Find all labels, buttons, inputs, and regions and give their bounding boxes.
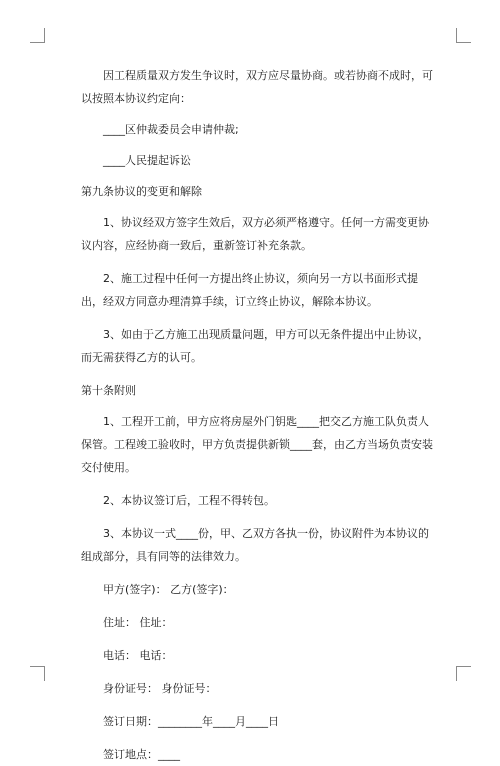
id-number-line: 身份证号： 身份证号：	[103, 682, 217, 695]
crop-mark-bottom-left	[30, 666, 45, 681]
crop-mark-bottom-right	[456, 666, 471, 681]
signature-line: 甲方(签字)： 乙方(签字)：	[103, 583, 234, 596]
clause-9-3: 3、如由于乙方施工出现质量问题，甲方可以无条件提出中止协议，而无需获得乙方的认可。	[81, 328, 429, 364]
document-body	[81, 64, 433, 766]
crop-mark-top-right	[456, 28, 471, 43]
address-line: 住址： 住址：	[103, 616, 173, 629]
arbitration-option: ____区仲裁委员会申请仲裁;	[103, 123, 239, 136]
litigation-option: ____人民提起诉讼	[103, 154, 191, 167]
crop-mark-top-left	[30, 28, 45, 43]
clause-9-1: 1、协议经双方签字生效后，双方必须严格遵守。任何一方需变更协议内容，应经协商一致后，重新签订补充条款。	[81, 216, 429, 252]
section-heading-9: 第九条协议的变更和解除	[81, 185, 202, 198]
clause-10-2: 2、本协议签订后，工程不得转包。	[103, 494, 275, 507]
signing-date-line: 签订日期：________年____月____日	[103, 715, 279, 728]
clause-10-1: 1、工程开工前，甲方应将房屋外门钥匙____把交乙方施工队负责人保管。工程竣工验收时，甲方负责提供新锁____套，由乙方当场负责安装交付使用。	[81, 415, 433, 474]
section-heading-10: 第十条附则	[81, 384, 136, 397]
signing-place-line: 签订地点：____	[103, 748, 180, 761]
phone-line: 电话： 电话：	[103, 649, 173, 662]
dispute-paragraph: 因工程质量双方发生争议时，双方应尽量协商。或若协商不成时，可以按照本协议约定向：	[81, 69, 433, 105]
clause-9-2: 2、施工过程中任何一方提出终止协议，须向另一方以书面形式提出，经双方同意办理清算手续，订立终止协议，解除本协议。	[81, 272, 418, 308]
clause-10-3: 3、本协议一式____份，甲、乙双方各执一份，协议附件为本协议的组成部分，具有同等的法律效力。	[81, 527, 429, 563]
